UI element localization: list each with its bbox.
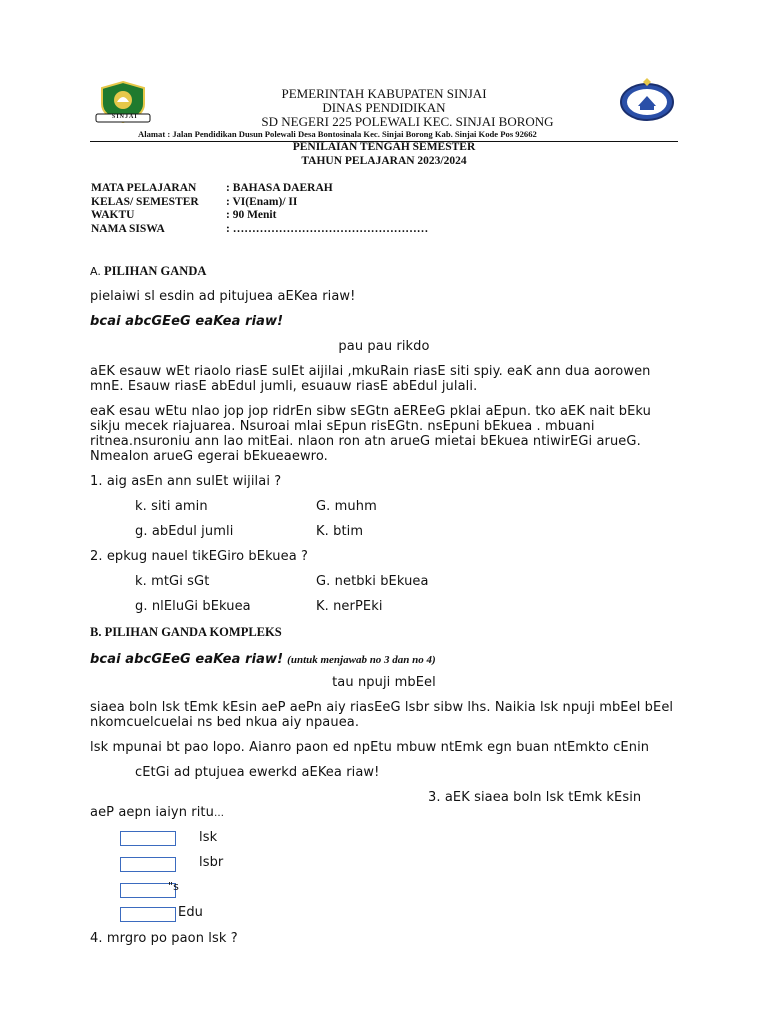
q3-option-2: lsbr: [199, 855, 224, 870]
section-a-label: PILIHAN GANDA: [103, 264, 207, 278]
q2-option-c[interactable]: G. netbki bEkuea: [316, 574, 429, 589]
sinjai-logo-text: SINJAI: [112, 114, 138, 120]
q3-checkbox-4[interactable]: [120, 907, 176, 922]
story-b-instruction: cEtGi ad ptujuea ewerkd aEKea riaw!: [135, 765, 380, 780]
question-4: 4. mrgro po paon lsk ?: [90, 931, 238, 946]
q1-option-b[interactable]: g. abEdul jumli: [135, 524, 234, 539]
section-a-title: [90, 264, 206, 279]
info-label-subject: MATA PELAJARAN: [91, 182, 197, 194]
section-a-prefix: A.: [90, 265, 101, 278]
section-a-heading: bcai abcGEeG eaKea riaw!: [90, 314, 284, 329]
section-b-heading-row: [90, 650, 436, 668]
header-address: Alamat : Jalan Pendidikan Dusun Polewali Desa Bontosinala Kec. Sinjai Borong Kab. Sinjai Kode Pos 92662: [138, 129, 537, 139]
q1-option-c[interactable]: G. muhm: [316, 499, 377, 514]
story-b-para-2: lsk mpunai bt pao lopo. Aianro paon ed npEtu mbuw ntEmk egn buan ntEmkto cEnin: [90, 740, 650, 755]
exam-title: PENILAIAN TENGAH SEMESTER: [292, 141, 476, 153]
exam-year: TAHUN PELAJARAN 2023/2024: [301, 155, 467, 167]
info-value-name: : ……………………………………………: [226, 223, 429, 235]
info-label-class: KELAS/ SEMESTER: [91, 196, 199, 208]
q2-option-d[interactable]: K. nerPEki: [316, 599, 383, 614]
q3-option-1: lsk: [199, 830, 218, 845]
q3-option-4: Edu: [178, 905, 204, 920]
question-3-text: aeP aepn iaiyn ritu: [90, 805, 214, 820]
story-b-title: tau npuji mbEel: [332, 675, 436, 690]
story-a-para-2: eaK esau wEtu nlao jop jop ridrEn sibw sEGtn aEREeG pklai aEpun. tko aEK nait bEku sikju mecek riajuarea. Nsuroai mlai sEpun risEGtn. nsEpuni bEkuea . mbuani ritnea.nsuroniu ann lao mitEai. nlaon ron atn arueG mietai bEkuea ntiwirEGi arueG. Nmealon arueG egerai bEkueaewro.: [90, 404, 651, 464]
question-3-continued: [90, 805, 224, 821]
q3-checkbox-1[interactable]: [120, 831, 176, 846]
q2-option-a[interactable]: k. mtGi sGt: [135, 574, 210, 589]
question-3: 3. aEK siaea boln lsk tEmk kEsin: [428, 790, 642, 805]
q3-option-3: "s: [168, 880, 179, 893]
section-b-heading-note: (untuk menjawab no 3 dan no 4): [287, 654, 436, 666]
question-3-ellipsis: …: [213, 808, 225, 819]
section-b-heading: bcai abcGEeG eaKea riaw!: [90, 652, 284, 667]
q3-checkbox-2[interactable]: [120, 857, 176, 872]
section-a-instruction: pielaiwi sl esdin ad pitujuea aEKea riaw!: [90, 289, 356, 304]
q1-option-d[interactable]: K. btim: [316, 524, 364, 539]
info-label-time: WAKTU: [91, 209, 135, 221]
info-label-name: NAMA SISWA: [91, 223, 165, 235]
story-b-para-1: siaea boln lsk tEmk kEsin aeP aePn aiy riasEeG lsbr sibw lhs. Naikia lsk npuji mbEel bEel nkomcuelcuelai ns bed nkua aiy npauea.: [90, 700, 674, 730]
info-value-subject: : BAHASA DAERAH: [226, 182, 333, 194]
q2-option-b[interactable]: g. nlEluGi bEkuea: [135, 599, 251, 614]
story-a-para-1: aEK esauw wEt riaolo riasE sulEt aijilai ,mkuRain riasE siti spiy. eaK ann dua aorowen mnE. Esauw riasE abEdul jumli, esuauw riasE abEdul julali.: [90, 364, 651, 394]
header-line-1: PEMERINTAH KABUPATEN SINJAI: [281, 86, 487, 101]
question-2: 2. epkug nauel tikEGiro bEkuea ?: [90, 549, 309, 564]
header-line-3: SD NEGERI 225 POLEWALI KEC. SINJAI BORONG: [261, 114, 554, 129]
info-value-time: : 90 Menit: [226, 209, 277, 221]
q1-option-a[interactable]: k. siti amin: [135, 499, 208, 514]
question-1: 1. aig asEn ann sulEt wijilai ?: [90, 474, 282, 489]
section-b-title: B. PILIHAN GANDA KOMPLEKS: [90, 625, 282, 639]
header-line-2: DINAS PENDIDIKAN: [322, 100, 446, 115]
story-a-title: pau pau rikdo: [338, 339, 430, 354]
info-value-class: : VI(Enam)/ II: [226, 196, 298, 208]
